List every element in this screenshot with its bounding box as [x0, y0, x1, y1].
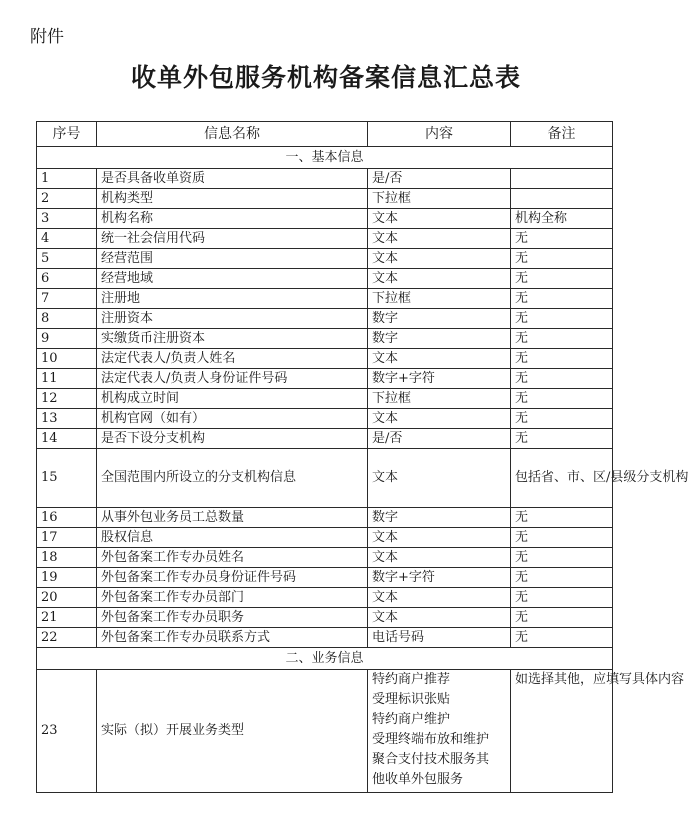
row-number: 17	[37, 528, 97, 548]
table-row	[37, 369, 613, 389]
row-info-name: 机构成立时间	[97, 389, 368, 409]
table-row	[37, 249, 613, 269]
table-row	[37, 548, 613, 568]
table-row	[37, 508, 613, 528]
row-number: 5	[37, 249, 97, 269]
row-info-name: 股权信息	[97, 528, 368, 548]
row-number: 23	[37, 670, 97, 793]
table-row	[37, 628, 613, 648]
row-note	[511, 169, 613, 189]
business-type-item: 受理终端布放和维护	[372, 732, 490, 747]
table-row	[37, 608, 613, 628]
row-info-name: 机构类型	[97, 189, 368, 209]
table-row	[37, 528, 613, 548]
row-content-type: 文本	[368, 588, 511, 608]
header-no: 序号	[37, 122, 97, 147]
row-number: 4	[37, 229, 97, 249]
row-number: 22	[37, 628, 97, 648]
table-row	[37, 588, 613, 608]
row-number: 2	[37, 189, 97, 209]
row-note: 无	[511, 349, 613, 369]
row-content-type: 电话号码	[368, 628, 511, 648]
row-note: 无	[511, 249, 613, 269]
business-type-item: 受理标识张贴	[372, 692, 451, 707]
row-note: 包括省、市、区/县级分支机构	[511, 449, 613, 508]
row-info-name: 实缴货币注册资本	[97, 329, 368, 349]
row-number: 18	[37, 548, 97, 568]
row-number: 21	[37, 608, 97, 628]
row-note: 无	[511, 528, 613, 548]
filing-info-table	[36, 121, 688, 793]
row-number: 13	[37, 409, 97, 429]
row-content-type: 下拉框	[368, 289, 511, 309]
row-info-name: 经营地域	[97, 269, 368, 289]
row-info-name: 实际（拟）开展业务类型	[97, 670, 368, 793]
table-row	[37, 189, 613, 209]
row-note: 无	[511, 508, 613, 528]
section-title-business: 二、业务信息	[37, 648, 613, 670]
row-info-name: 注册地	[97, 289, 368, 309]
table-row	[37, 670, 613, 793]
table-row	[37, 568, 613, 588]
row-info-name: 法定代表人/负责人姓名	[97, 349, 368, 369]
row-note: 无	[511, 608, 613, 628]
row-content-type: 文本	[368, 249, 511, 269]
row-info-name: 机构官网（如有）	[97, 409, 368, 429]
business-type-item: 他收单外包服务	[372, 772, 464, 787]
row-content-type: 文本	[368, 528, 511, 548]
row-content-type: 下拉框	[368, 389, 511, 409]
row-content-type: 数字	[368, 329, 511, 349]
row-info-name: 法定代表人/负责人身份证件号码	[97, 369, 368, 389]
row-content-type: 文本	[368, 229, 511, 249]
attachment-label: 附件	[30, 27, 64, 47]
table-row	[37, 289, 613, 309]
row-note	[511, 189, 613, 209]
section-title-basic: 一、基本信息	[37, 147, 613, 169]
page-title: 收单外包服务机构备案信息汇总表	[130, 63, 521, 92]
row-number: 10	[37, 349, 97, 369]
row-number: 7	[37, 289, 97, 309]
business-type-item: 特约商户推荐	[372, 672, 451, 687]
row-note: 机构全称	[511, 209, 613, 229]
row-info-name: 注册资本	[97, 309, 368, 329]
row-number: 12	[37, 389, 97, 409]
row-info-name: 是否下设分支机构	[97, 429, 368, 449]
header-note: 备注	[511, 122, 613, 147]
row-number: 11	[37, 369, 97, 389]
row-info-name: 外包备案工作专办员联系方式	[97, 628, 368, 648]
table-row	[37, 409, 613, 429]
row-note: 无	[511, 628, 613, 648]
table-row	[37, 429, 613, 449]
row-number: 8	[37, 309, 97, 329]
table-row	[37, 349, 613, 369]
row-info-name: 外包备案工作专办员部门	[97, 588, 368, 608]
row-note: 无	[511, 389, 613, 409]
table-row	[37, 329, 613, 349]
row-note: 无	[511, 369, 613, 389]
row-note: 无	[511, 588, 613, 608]
row-number: 16	[37, 508, 97, 528]
row-info-name: 机构名称	[97, 209, 368, 229]
row-number: 9	[37, 329, 97, 349]
row-number: 1	[37, 169, 97, 189]
row-note: 无	[511, 329, 613, 349]
header-name: 信息名称	[97, 122, 368, 147]
row-content-type: 文本	[368, 409, 511, 429]
row-note: 无	[511, 429, 613, 449]
row-note: 无	[511, 568, 613, 588]
table-row	[37, 209, 613, 229]
row-content-type: 文本	[368, 608, 511, 628]
row-content-type: 数字	[368, 508, 511, 528]
row-number: 15	[37, 449, 97, 508]
row-note: 无	[511, 309, 613, 329]
row-content-type: 下拉框	[368, 189, 511, 209]
row-content-type: 数字+字符	[368, 568, 511, 588]
row-info-name: 是否具备收单资质	[97, 169, 368, 189]
table-row	[37, 269, 613, 289]
row-note: 无	[511, 229, 613, 249]
table-row	[37, 389, 613, 409]
business-type-item: 特约商户维护	[372, 712, 451, 727]
row-number: 6	[37, 269, 97, 289]
row-content-type: 文本	[368, 548, 511, 568]
section-row-basic	[37, 147, 613, 169]
row-number: 19	[37, 568, 97, 588]
table-row	[37, 229, 613, 249]
row-note: 如选择其他，应填写具体内容	[511, 670, 613, 793]
table-body	[37, 147, 688, 793]
section-row-business	[37, 648, 613, 670]
row-content-type: 文本	[368, 209, 511, 229]
header-content: 内容	[368, 122, 511, 147]
row-note: 无	[511, 548, 613, 568]
row-note: 无	[511, 269, 613, 289]
row-note: 无	[511, 409, 613, 429]
row-note: 无	[511, 289, 613, 309]
row-info-name: 外包备案工作专办员职务	[97, 608, 368, 628]
table-header-row	[37, 122, 613, 147]
table-row	[37, 449, 613, 508]
table-row	[37, 309, 613, 329]
table-row	[37, 169, 613, 189]
row-content-type: 文本	[368, 349, 511, 369]
row-number: 20	[37, 588, 97, 608]
row-info-name: 外包备案工作专办员身份证件号码	[97, 568, 368, 588]
row-info-name: 经营范围	[97, 249, 368, 269]
row-content-type: 是/否	[368, 169, 511, 189]
row-info-name: 外包备案工作专办员姓名	[97, 548, 368, 568]
row-content-type: 数字+字符	[368, 369, 511, 389]
row-content-type: 数字	[368, 309, 511, 329]
row-content-type: 文本	[368, 269, 511, 289]
row-info-name: 全国范围内所设立的分支机构信息	[97, 449, 368, 508]
row-number: 14	[37, 429, 97, 449]
row-info-name: 统一社会信用代码	[97, 229, 368, 249]
row-info-name: 从事外包业务员工总数量	[97, 508, 368, 528]
row-number: 3	[37, 209, 97, 229]
row-content-type: 是/否	[368, 429, 511, 449]
business-type-list	[368, 670, 511, 793]
business-type-item: 聚合支付技术服务其	[372, 752, 490, 767]
row-content-type: 文本	[368, 449, 511, 508]
